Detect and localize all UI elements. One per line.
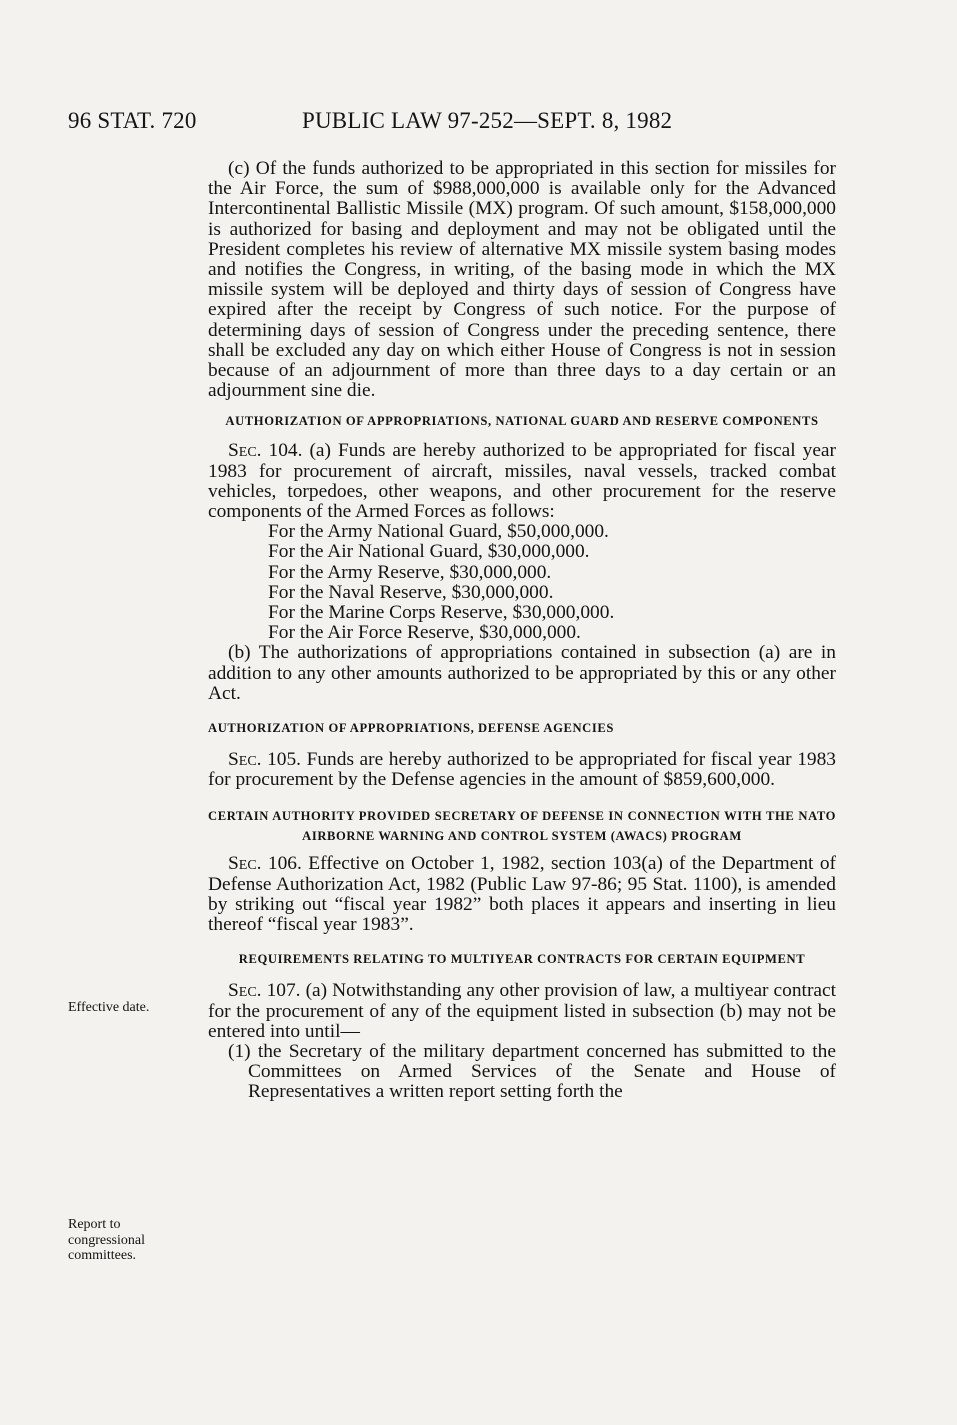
- section-heading-107: REQUIREMENTS RELATING TO MULTIYEAR CONTRACTS FOR CERTAIN EQUIPMENT: [238, 952, 806, 967]
- margin-note-report: [68, 1217, 145, 1264]
- sec-105-paragraph: [208, 750, 836, 790]
- sec-104-label: Sec. 104.: [228, 440, 303, 462]
- list-item: For the Naval Reserve, $30,000,000.: [268, 581, 554, 603]
- margin-note-line: Report to: [68, 1217, 121, 1232]
- list-item: For the Army Reserve, $30,000,000.: [268, 561, 552, 583]
- margin-note-line: committees.: [68, 1248, 137, 1263]
- sec-105-text: Funds are hereby authorized to be appropriated for fiscal year 1983 for procurement by the Defense agencies in the amount of $859,600,000.: [208, 749, 836, 791]
- list-item: For the Air National Guard, $30,000,000.: [268, 541, 590, 563]
- sec-107-item-1: (1) the Secretary of the military department concerned has submitted to the Committees on Armed Services of the Senate and House of Representatives a written report setting forth the: [228, 1040, 836, 1103]
- list-item: For the Marine Corps Reserve, $30,000,000.: [268, 602, 615, 624]
- sec-107-label: Sec. 107.: [228, 980, 301, 1002]
- section-heading-106: CERTAIN AUTHORITY PROVIDED SECRETARY OF DEFENSE IN CONNECTION WITH THE NATO AIRBORNE WARNING AND CONTROL SYSTEM (AWACS) PROGRAM: [208, 809, 836, 844]
- page-stat-reference: 96 STAT. 720: [68, 108, 197, 133]
- list-item: For the Army National Guard, $50,000,000.: [268, 521, 609, 543]
- sec-104-b-paragraph: (b) The authorizations of appropriations contained in subsection (a) are in addition to any other amounts authorized to be appropriated by this or any other Act.: [208, 642, 836, 704]
- section-heading-104: AUTHORIZATION OF APPROPRIATIONS, NATIONAL GUARD AND RESERVE COMPONENTS: [225, 414, 819, 429]
- sec-106-label: Sec. 106.: [228, 853, 302, 875]
- page-title: PUBLIC LAW 97-252—SEPT. 8, 1982: [302, 108, 673, 133]
- document-body: [208, 159, 836, 1103]
- sec-107-paragraph: [208, 981, 836, 1042]
- sec-104-paragraph: [208, 441, 836, 522]
- sec-106-text: Effective on October 1, 1982, section 103(a) of the Department of Defense Authorization Act, 1982 (Public Law 97-86; 95 Stat. 1100), is amended by striking out “fiscal year 1982” both places it appears and inserting in lieu thereof “fiscal year 1983”.: [208, 853, 836, 936]
- sec-106-paragraph: [208, 854, 836, 935]
- list-item: For the Air Force Reserve, $30,000,000.: [268, 622, 581, 644]
- sec-104-text: (a) Funds are hereby authorized to be appropriated for fiscal year 1983 for procurement of aircraft, missiles, naval vessels, tracked combat vehicles, torpedoes, other weapons, and other procurement for the reserve components of the Armed Forces as follows:: [208, 440, 836, 523]
- margin-note-line: congressional: [68, 1232, 145, 1248]
- sec-107-text: (a) Notwithstanding any other provision of law, a multiyear contract for the procurement of any of the equipment listed in subsection (b) may not be entered into until—: [208, 980, 836, 1042]
- margin-note-effective-date: Effective date.: [68, 1000, 150, 1015]
- sec-104-list: [208, 522, 836, 643]
- paragraph-c: (c) Of the funds authorized to be appropriated in this section for missiles for the Air Force, the sum of $988,000,000 is available only for the Advanced Intercontinental Ballistic Missile (MX) program. Of such amount, $158,000,000 is authorized for basing and deployment and may not be obligated until the President completes his review of alternative MX missile system basing modes and notifies the Congress, in writing, of the basing mode in which the MX missile system will be deployed and thirty days of session of Congress have expired after the receipt by Congress of such notice. For the purpose of determining days of session of Congress under the preceding sentence, there shall be excluded any day on which either House of Congress is not in session because of an adjournment of more than three days to a day certain or an adjournment sine die.: [208, 158, 836, 402]
- section-heading-105: AUTHORIZATION OF APPROPRIATIONS, DEFENSE AGENCIES: [208, 721, 614, 736]
- sec-105-label: Sec. 105.: [228, 749, 302, 771]
